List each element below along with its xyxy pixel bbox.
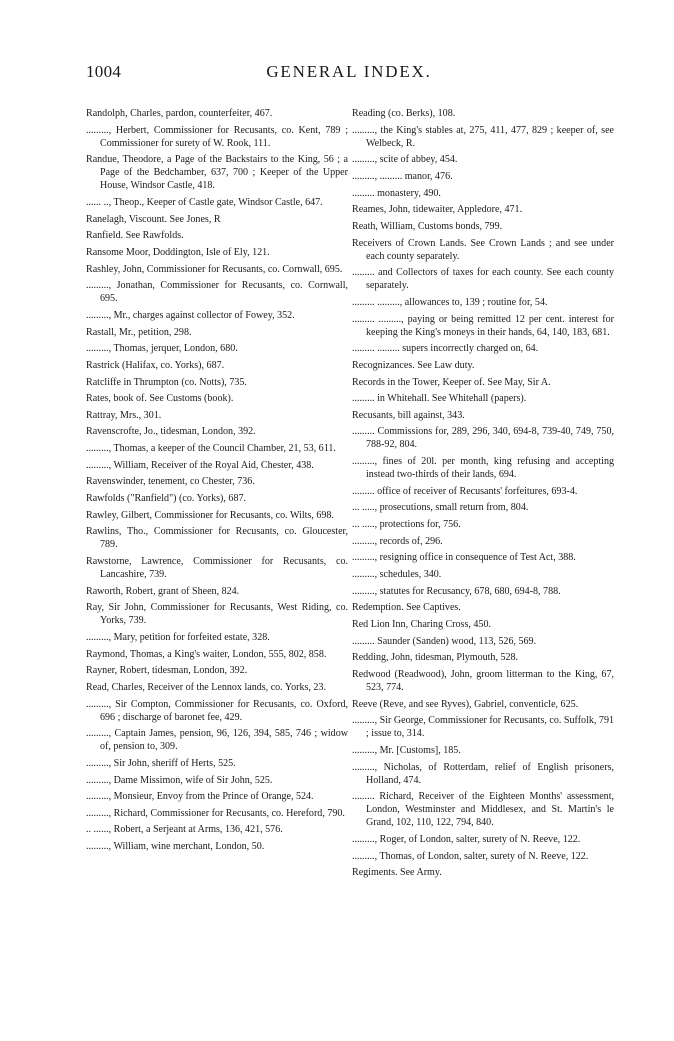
index-entry: Rates, book of. See Customs (book). — [86, 393, 234, 405]
index-entry: ........., Monsieur, Envoy from the Prince of Orange, 524. — [86, 791, 314, 803]
page-header — [86, 62, 612, 86]
index-entry: Ray, Sir John, Commissioner for Recusants, West Riding, co. Yorks, 739. — [86, 602, 348, 627]
index-entry: Redwood (Readwood), John, groom litterman to the King, 67, 523, 774. — [352, 668, 614, 693]
index-entry: Reames, John, tidewaiter, Appledore, 471. — [352, 204, 523, 216]
index-entry: ........., Sir Compton, Commissioner for Recusants, co. Oxford, 696 ; discharge of baronet fee, 429. — [86, 698, 348, 723]
index-entry: ........., schedules, 340. — [352, 569, 442, 581]
index-entry: Rayner, Robert, tidesman, London, 392. — [86, 665, 248, 677]
index-entry: ........., Mr., charges against collector of Fowey, 352. — [86, 309, 295, 321]
index-entry: Red Lion Inn, Charing Cross, 450. — [352, 618, 491, 630]
index-entry: Raymond, Thomas, a King's waiter, London, 555, 802, 858. — [86, 648, 327, 660]
index-entry: Reeve (Reve, and see Ryves), Gabriel, conventicle, 625. — [352, 698, 579, 710]
index-entry: Recusants, bill against, 343. — [352, 409, 465, 421]
index-entry: ...... .., Theop., Keeper of Castle gate, Windsor Castle, 647. — [86, 197, 323, 209]
index-entry: Reading (co. Berks), 108. — [352, 108, 456, 119]
index-entry: ........., Thomas, of London, salter, surety of N. Reeve, 122. — [352, 850, 589, 862]
index-entry: Ranelagh, Viscount. See Jones, R — [86, 213, 221, 225]
index-entry: ........., Nicholas, of Rotterdam, relief of English prisoners, Holland, 474. — [352, 761, 614, 786]
index-entry: ........., Thomas, a keeper of the Council Chamber, 21, 53, 611. — [86, 443, 336, 455]
index-entry: Rawlins, Tho., Commissioner for Recusants, co. Gloucester, 789. — [86, 526, 348, 551]
index-entry: ........., ......... manor, 476. — [352, 170, 453, 182]
index-entry: ........., Sir George, Commissioner for Recusants, co. Suffolk, 791 ; issue to, 314. — [352, 715, 614, 740]
right-index-column — [352, 107, 614, 883]
index-entry: Records in the Tower, Keeper of. See May, Sir A. — [352, 376, 551, 388]
index-entry: Rawstorne, Lawrence, Commissioner for Recusants, co. Lancashire, 739. — [86, 555, 348, 581]
index-entry: Raworth, Robert, grant of Sheen, 824. — [86, 585, 240, 597]
index-entry: Receivers of Crown Lands. See Crown Lands ; and see under each county separately. — [352, 237, 614, 262]
index-entry: Ravenswinder, tenement, co Chester, 736. — [86, 476, 255, 488]
index-entry: ......... Richard, Receiver of the Eighteen Months' assessment, London, Westminster and Middlesex, and St. Martin's le Grand, 102, 110, 122, 794, 840. — [352, 791, 614, 829]
index-entry: ......... and Collectors of taxes for each county. See each county separately. — [352, 267, 614, 292]
index-entry: ........., Herbert, Commissioner for Recusants, co. Kent, 789 ; Commissioner for surety of W. Rook, 111. — [86, 124, 348, 149]
index-entry: ......... in Whitehall. See Whitehall (papers). — [352, 393, 527, 405]
index-entry: Redemption. See Captives. — [352, 602, 461, 614]
index-entry: ......... Saunder (Sanden) wood, 113, 526, 569. — [352, 635, 537, 647]
index-entry: Reath, William, Customs bonds, 799. — [352, 220, 503, 232]
index-entry: ........., Captain James, pension, 96, 126, 394, 585, 746 ; widow of, pension to, 309. — [86, 728, 348, 753]
index-entry: ......... Commissions for, 289, 296, 340, 694-8, 739-40, 749, 750, 788-92, 804. — [352, 426, 614, 451]
index-entry: ... ....., protections for, 756. — [352, 519, 461, 531]
index-entry: ........., fines of 20l. per month, king refusing and accepting instead two-thirds of their lands, 694. — [352, 456, 614, 481]
index-entry: ........., Mary, petition for forfeited estate, 328. — [86, 631, 270, 643]
index-entry: ........., Sir John, sheriff of Herts, 525. — [86, 757, 236, 769]
index-entry: ........., records of, 296. — [352, 535, 443, 547]
index-entry: ........., statutes for Recusancy, 678, 680, 694-8, 788. — [352, 585, 561, 597]
page-number: 1004 — [86, 62, 122, 81]
index-entry: ........., Richard, Commissioner for Recusants, co. Hereford, 790. — [86, 807, 345, 819]
running-title: GENERAL INDEX. — [266, 62, 432, 81]
index-entry: Ranfield. See Rawfolds. — [86, 230, 184, 242]
index-entry: Ravenscrofte, Jo., tidesman, London, 392. — [86, 426, 256, 438]
index-entry: Randue, Theodore, a Page of the Backstairs to the King, 56 ; a Page of the Bedchamber, 637, 700 ; Keeper of the Upper House, Windsor Castle, 418. — [86, 154, 348, 192]
index-entry: ........., scite of abbey, 454. — [352, 154, 458, 166]
index-entry: ......... ........., paying or being remitted 12 per cent. interest for keeping the King's moneys in their hands, 64, 140, 183, 681. — [352, 313, 614, 338]
index-entry: Rastall, Mr., petition, 298. — [86, 326, 192, 338]
index-entry: ......... monastery, 490. — [352, 187, 441, 199]
index-entry: ........., the King's stables at, 275, 411, 477, 829 ; keeper of, see Welbeck, R. — [352, 124, 614, 149]
index-entry: Rashley, John, Commissioner for Recusants, co. Cornwall, 695. — [86, 263, 343, 275]
index-entry: Rawfolds ("Ranfield") (co. Yorks), 687. — [86, 493, 247, 504]
index-entry: Rastrick (Halifax, co. Yorks), 687. — [86, 359, 225, 371]
index-entry: ... ....., prosecutions, small return from, 804. — [352, 502, 529, 514]
index-entry: ......... ......... supers incorrectly charged on, 64. — [352, 343, 539, 355]
index-entry: Ransome Moor, Doddington, Isle of Ely, 121. — [86, 246, 270, 258]
index-entry: .. ......, Robert, a Serjeant at Arms, 136, 421, 576. — [86, 824, 283, 836]
index-entry: Rawley, Gilbert, Commissioner for Recusants, co. Wilts, 698. — [86, 509, 334, 521]
index-entry: Ratcliffe in Thrumpton (co. Notts), 735. — [86, 376, 247, 388]
index-entry: ........., Jonathan, Commissioner for Recusants, co. Cornwall, 695. — [86, 280, 348, 305]
index-entry: ........., resigning office in consequence of Test Act, 388. — [352, 552, 576, 564]
index-entry: ........., Mr. [Customs], 185. — [352, 744, 461, 756]
index-entry: Recognizances. See Law duty. — [352, 359, 475, 371]
index-entry: ........., William, wine merchant, London, 50. — [86, 841, 265, 853]
index-entry: ........., Dame Missimon, wife of Sir John, 525. — [86, 774, 273, 786]
index-entry: ......... office of receiver of Recusants' forfeitures, 693-4. — [352, 485, 578, 497]
index-entry: ........., Roger, of London, salter, surety of N. Reeve, 122. — [352, 833, 581, 845]
index-entry: ........., William, Receiver of the Royal Aid, Chester, 438. — [86, 459, 314, 471]
index-entry: Redding, John, tidesman, Plymouth, 528. — [352, 652, 519, 664]
index-entry: ........., Thomas, jerquer, London, 680. — [86, 343, 238, 355]
index-entry: Rattray, Mrs., 301. — [86, 409, 162, 421]
index-entry: ......... ........., allowances to, 139 ; routine for, 54. — [352, 296, 548, 308]
index-entry: Randolph, Charles, pardon, counterfeiter, 467. — [86, 108, 273, 119]
left-index-column — [86, 107, 348, 857]
index-entry: Regiments. See Army. — [352, 867, 442, 879]
index-entry: Read, Charles, Receiver of the Lennox lands, co. Yorks, 23. — [86, 681, 326, 693]
